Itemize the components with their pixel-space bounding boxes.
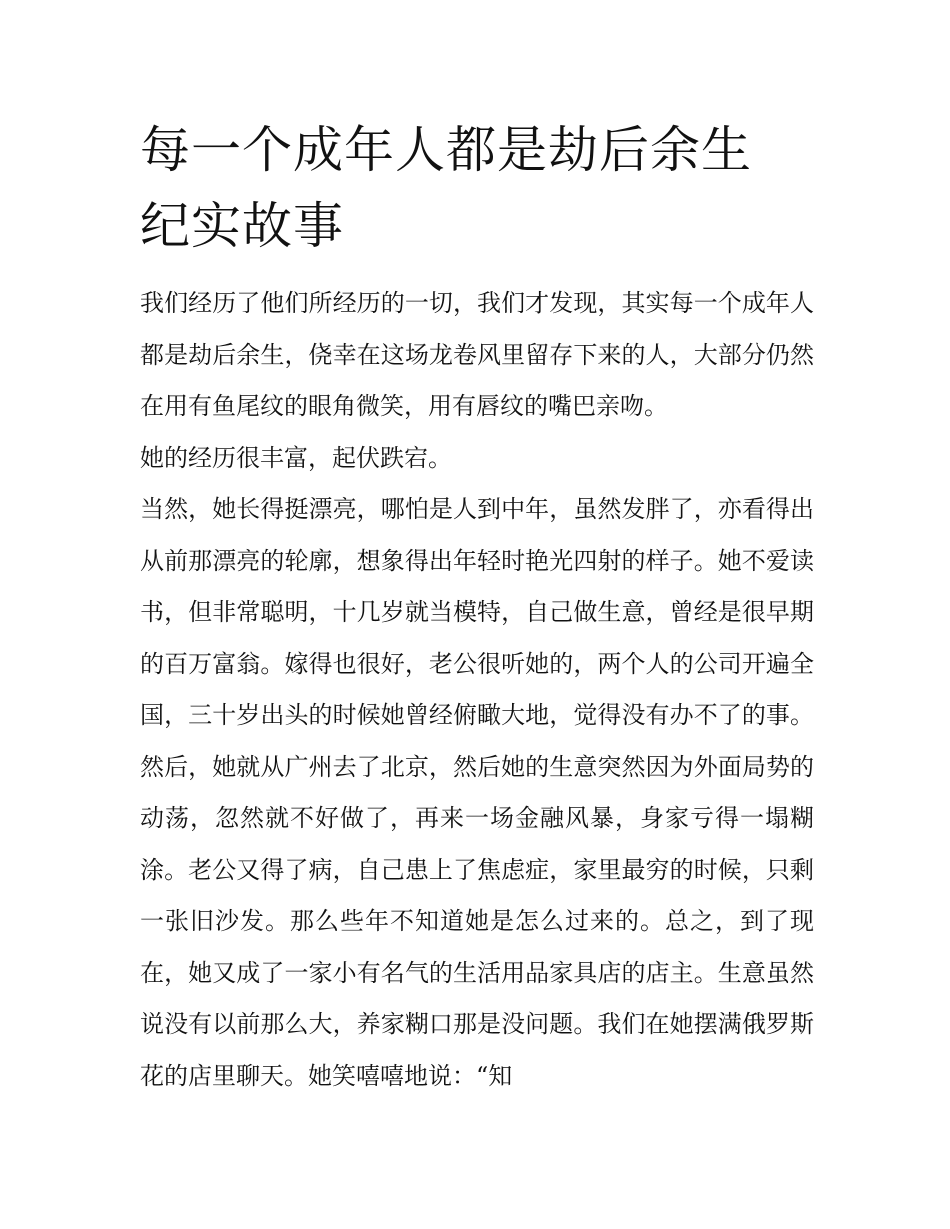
paragraph-experience: 她的经历很丰富，起伏跌宕。 xyxy=(140,443,452,472)
document-content xyxy=(140,112,814,1102)
paragraph-story: 当然，她长得挺漂亮，哪怕是人到中年，虽然发胖了，亦看得出从前那漂亮的轮廓，想象得出年轻时艳光四射的样子。她不爱读书，但非常聪明，十几岁就当模特，自己做生意，曾经是很早期的百万富翁。嫁得也很好，老公很听她的，两个人的公司开遍全国，三十岁出头的时候她曾经俯瞰大地，觉得没有办不了的事。然后，她就从广州去了北京，然后她的生意突然因为外面局势的动荡，忽然就不好做了，再来一场金融风暴，身家亏得一塌糊涂。老公又得了病，自己患上了焦虑症，家里最穷的时候，只剩一张旧沙发。那么些年不知道她是怎么过来的。总之，到了现在，她又成了一家小有名气的生活用品家具店的店主。生意虽然说没有以前那么大，养家糊口那是没问题。我们在她摆满俄罗斯花的店里聊天。她笑嘻嘻地说：“知 xyxy=(140,495,814,1090)
document-body xyxy=(140,278,814,1102)
document-title: 每一个成年人都是劫后余生纪实故事 xyxy=(140,121,752,255)
paragraph-intro: 我们经历了他们所经历的一切，我们才发现，其实每一个成年人都是劫后余生，侥幸在这场龙卷风里留存下来的人，大部分仍然在用有鱼尾纹的眼角微笑，用有唇纹的嘴巴亲吻。 xyxy=(140,289,814,420)
